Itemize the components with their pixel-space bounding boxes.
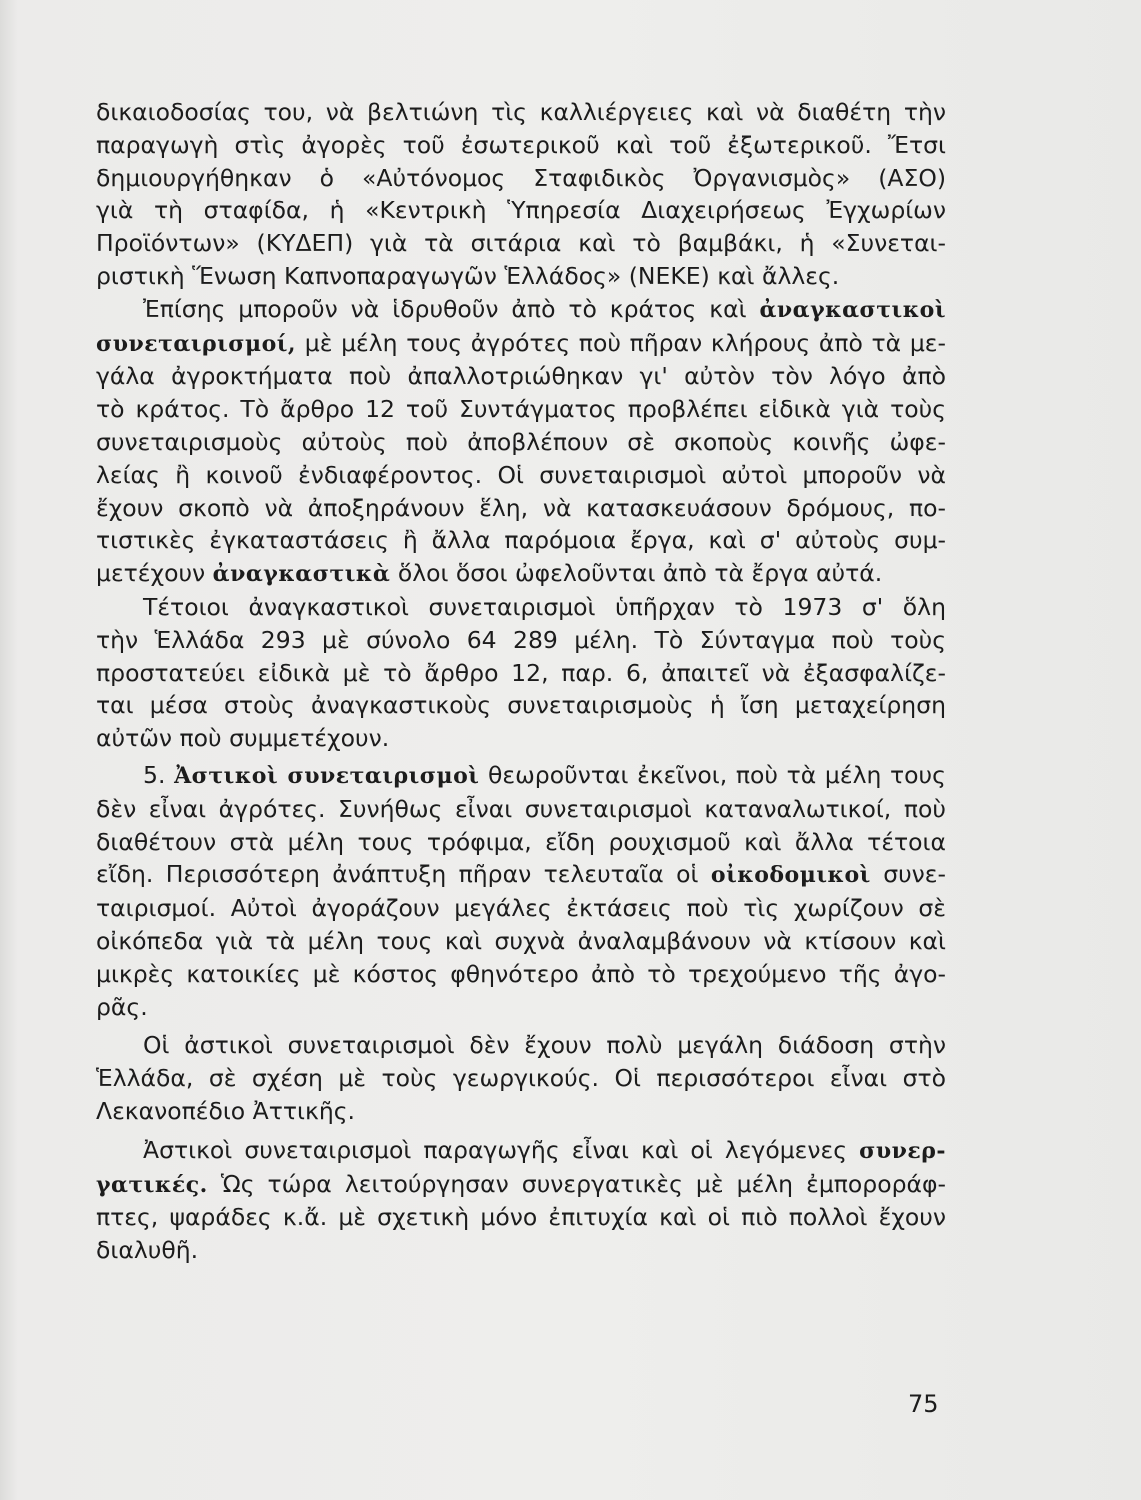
section-number: 5. [143,760,166,789]
text-line: ριστικὴ Ἕνωση Καπνοπαραγωγῶν Ἑλλάδος» (ΝΕΚΕ) καὶ ἄλλες. [96,261,840,290]
bold-term: ἀναγκαστικὰ [212,561,391,588]
text-line: Ἑλλάδα, σὲ σχέση μὲ τοὺς γεωργικούς. Οἱ περισσότεροι εἶναι στὸ [96,1064,946,1093]
paragraph-2 [96,293,946,591]
text-line [96,858,946,892]
text-segment: ὅλοι ὅσοι ὠφελοῦνται ἀπὸ τὰ ἔργα αὐτά. [397,559,883,588]
text-segment: μετέχουν [96,559,206,588]
text-line: οἰκόπεδα γιὰ τὰ μέλη τους καὶ συχνὰ ἀναλαμβάνουν νὰ κτίσουν καὶ [96,926,946,955]
text-line: λείας ἢ κοινοῦ ἐνδιαφέροντος. Οἱ συνεταιρισμοὶ αὐτοὶ μποροῦν νὰ [96,460,946,489]
text-line: προστατεύει εἰδικὰ μὲ τὸ ἄρθρο 12, παρ. 6, ἀπαιτεῖ νὰ ἐξασφαλίζε- [96,658,946,687]
text-line [96,327,946,361]
text-segment: Ἀστικοὶ συνεταιρισμοὶ παραγωγῆς εἶναι καὶ οἱ λεγόμενες [143,1135,847,1164]
text-segment: εἴδη. Περισσότερη ἀνάπτυξη πῆραν τελευταῖα οἱ [96,860,699,889]
text-line: δημιουργήθηκαν ὁ «Αὐτόνομος Σταφιδικὸς Ὀργανισμὸς» (ΑΣΟ) [96,163,946,192]
text-line: τὸ κράτος. Τὸ ἄρθρο 12 τοῦ Συντάγματος προβλέπει εἰδικὰ γιὰ τοὺς [96,395,946,424]
bold-term: Ἀστικοὶ συνεταιρισμοὶ [174,762,480,789]
text-line: παραγωγὴ στὶς ἀγορὲς τοῦ ἐσωτερικοῦ καὶ τοῦ ἐξωτερικοῦ. Ἔτσι [96,130,946,159]
text-line: πτες, ψαράδες κ.ἄ. μὲ σχετικὴ μόνο ἐπιτυχία καὶ οἱ πιὸ πολλοὶ ἔχουν [96,1203,946,1232]
text-line: τιστικὲς ἐγκαταστάσεις ἢ ἄλλα παρόμοια ἔργα, καὶ σ' αὐτοὺς συμ- [96,526,946,555]
text-line: δικαιοδοσίας του, νὰ βελτιώνη τὶς καλλιέργειες καὶ νὰ διαθέτη τὴν [96,98,946,126]
paragraph-1 [96,96,946,293]
text-line: Λεκανοπέδιο Ἀττικῆς. [96,1096,355,1125]
text-line: ταιρισμοί. Αὐτοὶ ἀγοράζουν μεγάλες ἐκτάσεις ποὺ τὶς χωρίζουν σὲ [96,894,946,923]
text-line: γιὰ τὴ σταφίδα, ἡ «Κεντρικὴ Ὑπηρεσία Διαχειρήσεως Ἐγχωρίων [96,196,946,225]
bold-term: οἰκοδομικοὶ [710,862,871,889]
text-line: αὐτῶν ποὺ συμμετέχουν. [96,724,390,753]
bold-term: συνερ- [859,1137,946,1164]
text-segment: μὲ μέλη τους ἀγρότες ποὺ πῆραν κλήρους ἀπὸ τὰ με- [304,328,946,357]
text-line: τὴν Ἑλλάδα 293 μὲ σύνολο 64 289 μέλη. Τὸ Σύνταγμα ποὺ τοὺς [96,625,946,654]
text-segment: Ἐπίσης μποροῦν νὰ ἱδρυθοῦν ἀπὸ τὸ κράτος καὶ [143,294,747,323]
paragraph-4 [96,759,946,1023]
text-line [96,1168,946,1202]
text-line: Τέτοιοι ἀναγκαστικοὶ συνεταιρισμοὶ ὑπῆρχαν τὸ 1973 σ' ὅλη [143,592,946,621]
text-segment: θεωροῦνται ἐκεῖνοι, ποὺ τὰ μέλη τους [488,760,946,789]
text-line [96,557,946,591]
bold-term: συνεταιρισμοί, [96,330,297,357]
paragraph-6 [96,1134,946,1267]
page-number: 75 [908,1390,939,1418]
text-line: Προϊόντων» (ΚΥΔΕΠ) γιὰ τὰ σιτάρια καὶ τὸ βαμβάκι, ἡ «Συνεται- [96,229,946,258]
text-line: μικρὲς κατοικίες μὲ κόστος φθηνότερο ἀπὸ τὸ τρεχούμενο τῆς ἀγο- [96,959,946,988]
text-line: συνεταιρισμοὺς αὐτοὺς ποὺ ἀποβλέπουν σὲ σκοποὺς κοινῆς ὠφε- [96,427,946,456]
text-line: Οἱ ἀστικοὶ συνεταιρισμοὶ δὲν ἔχουν πολὺ μεγάλη διάδοση στὴν [143,1031,946,1060]
bold-term: γατικές. [96,1171,208,1198]
text-line: διαλυθῆ. [96,1236,199,1265]
paragraph-5 [96,1029,946,1127]
page-body [96,96,946,1267]
text-line [96,1134,946,1168]
text-line: ρᾶς. [96,992,148,1021]
text-line: ται μέσα στοὺς ἀναγκαστικοὺς συνεταιρισμοὺς ἡ ἴση μεταχείρηση [96,691,946,720]
text-line: γάλα ἀγροκτήματα ποὺ ἀπαλλοτριώθηκαν γι' αὐτὸν τὸν λόγο ἀπὸ [96,362,946,391]
text-segment: Ὡς τώρα λειτούργησαν συνεργατικὲς μὲ μέλη ἐμποροράφ- [220,1169,946,1198]
text-line [96,293,946,327]
paragraph-3 [96,591,946,755]
text-line: ἔχουν σκοπὸ νὰ ἀποξηράνουν ἕλη, νὰ κατασκευάσουν δρόμους, πο- [96,493,946,522]
text-line: διαθέτουν στὰ μέλη τους τρόφιμα, εἴδη ρουχισμοῦ καὶ ἄλλα τέτοια [96,827,946,856]
bold-term: ἀναγκαστικοὶ [759,296,946,323]
text-line: δὲν εἶναι ἀγρότες. Συνήθως εἶναι συνεταιρισμοὶ καταναλωτικοί, ποὺ [96,794,946,823]
text-line [96,759,946,793]
text-segment: συνε- [883,860,946,889]
